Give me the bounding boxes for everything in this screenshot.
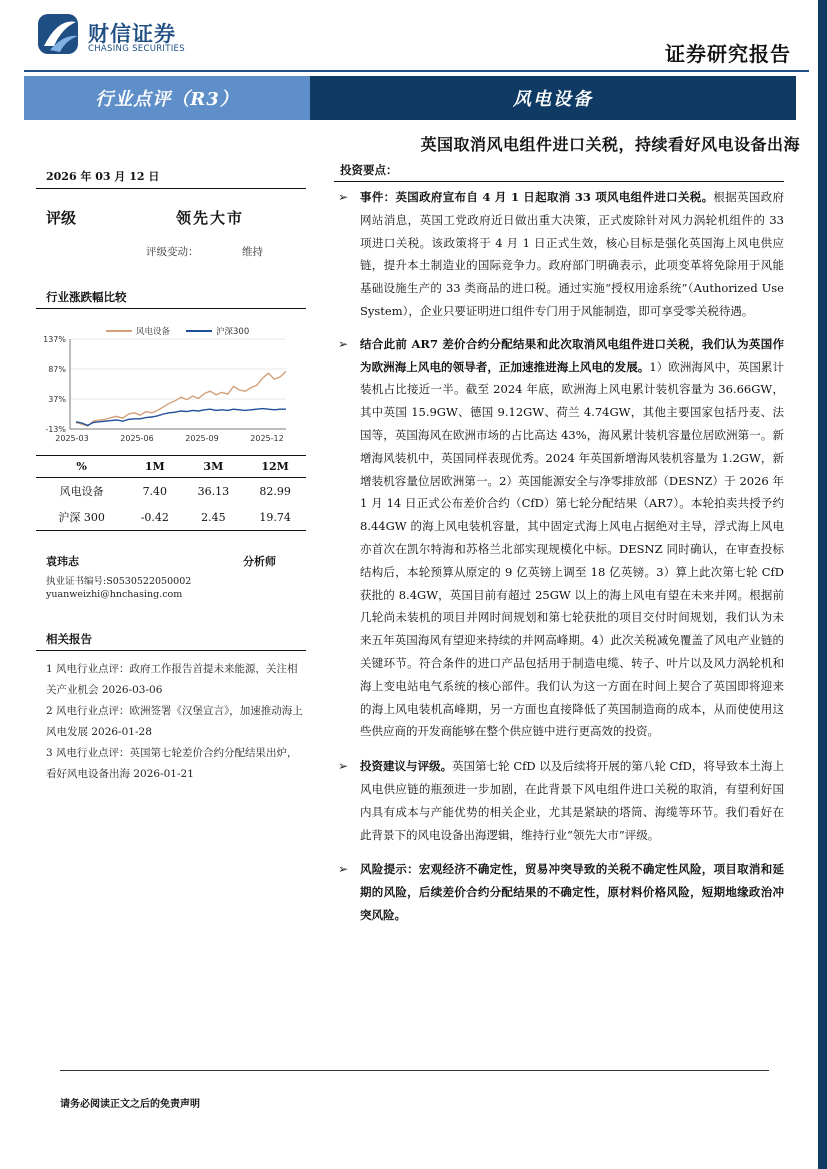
table-header-row [36, 456, 306, 478]
legend-label-wind: 风电设备 [136, 327, 171, 337]
y-tick-label: 37% [48, 395, 66, 404]
table-cell: 风电设备 [59, 485, 104, 498]
x-tick-label: 2025-12 [250, 434, 284, 443]
rating-label: 评级 [46, 209, 77, 227]
report-category: 行业点评（R3） [24, 76, 310, 120]
arrow-bullet-icon: ➢ [338, 862, 349, 877]
performance-chart [36, 317, 296, 447]
table-cell: -0.42 [127, 504, 182, 531]
table-cell: 19.74 [244, 504, 306, 531]
x-tick-label: 2025-06 [120, 434, 154, 443]
investment-points [334, 162, 784, 927]
company-name-cn: 财信证券 [88, 22, 176, 46]
analyst-name: 袁玮志 [46, 555, 79, 568]
point-recommendation [334, 755, 784, 846]
rating-value: 领先大市 [176, 209, 245, 227]
company-name-en: CHASING SECURITIES [88, 44, 185, 54]
related-report-item[interactable]: 1 风电行业点评：政府工作报告首提未来能源，关注相关产业机会 2026-03-06 [46, 663, 298, 696]
legend-item-hs300 [186, 325, 249, 337]
x-tick-label: 2025-09 [185, 434, 219, 443]
rating-row [36, 207, 306, 228]
analyst-info [36, 575, 306, 601]
table-header: % [36, 456, 127, 478]
point-analysis [334, 333, 784, 743]
analyst-row [36, 553, 306, 569]
point-event-bold: 事件：英国政府宣布自 4 月 1 日起取消 33 项风电组件进口关税。 [360, 190, 714, 204]
performance-table [36, 455, 306, 531]
related-report-item[interactable]: 2 风电行业点评：欧洲签署《汉堡宣言》，加速推动海上风电发展 2026-01-28 [46, 705, 303, 738]
performance-heading: 行业涨跌幅比较 [36, 289, 306, 309]
series-line-hs300 [76, 409, 286, 426]
arrow-bullet-icon: ➢ [338, 190, 349, 204]
analyst-cert: 执业证书编号:S0530522050002 [46, 576, 192, 587]
point-recommendation-text: 英国第七轮 CfD 以及后续将开展的第八轮 CfD，将导致本土海上风电供应链的瓶颈进一步加剧，在此背景下风电组件进口关税的取消，有望利好国内具有成本与产能优势的相关企业，尤其是紧缺的塔筒、海缆等环节。我们看好在此背景下的风电设备出海逻辑，维持行业“领先大市”评级。 [360, 759, 785, 842]
table-cell: 2.45 [182, 504, 244, 531]
legend-swatch-hs300 [186, 330, 212, 332]
edge-bar [818, 0, 827, 1169]
header-divider [24, 70, 809, 72]
point-event [334, 186, 784, 323]
points-heading: 投资要点： [334, 162, 784, 182]
point-analysis-bold: 结合此前 AR7 差价合约分配结果和此次取消风电组件进口关税，我们认为英国作为欧洲海上风电的领导者，正加速推进海上风电的发展。 [360, 336, 784, 374]
related-reports-list [36, 659, 306, 785]
related-report-item[interactable]: 3 风电行业点评：英国第七轮差价合约分配结果出炉，看好风电设备出海 2026-01-21 [46, 747, 298, 780]
rating-change-row [36, 244, 306, 259]
table-header: 12M [244, 456, 306, 478]
table-header: 3M [182, 456, 244, 478]
legend-swatch-wind [106, 330, 132, 332]
report-type: 证券研究报告 [665, 42, 791, 66]
report-date: 2026 年 03 月 12 日 [36, 160, 306, 189]
category-banner [24, 76, 796, 120]
table-row [36, 478, 306, 505]
table-cell: 沪深 300 [36, 504, 127, 531]
y-tick-label: -13% [45, 425, 66, 434]
footer-disclaimer[interactable]: 请务必阅读正文之后的免责声明 [60, 1099, 200, 1110]
chart-legend [106, 325, 249, 337]
footer-divider [60, 1070, 769, 1071]
point-recommendation-bold: 投资建议与评级。 [360, 759, 453, 774]
logo-mark-icon [36, 12, 84, 60]
arrow-bullet-icon: ➢ [338, 759, 349, 774]
arrow-bullet-icon: ➢ [338, 336, 349, 351]
table-header: 1M [127, 456, 182, 478]
company-logo [36, 12, 226, 60]
report-title: 英国取消风电组件进口关税，持续看好风电设备出海 [420, 135, 800, 154]
point-analysis-text: 1）欧洲海风中，英国累计装机占比接近一半。截至 2024 年底，欧洲海上风电累计装机容量为 36.66GW，其中英国 15.9GW、德国 9.12GW、荷兰 4.74GW，其他主要国家包括丹麦、法国等，英国海风在欧洲市场的占比高达 43%，海风累计装机容量位居欧洲第一。新增海风装机中，英国同样表现优秀。2024 年英国新增海风装机容量为 1.2GW，新增装机容量位居欧洲第一。2）英国能源安全与净零排放部（DESNZ）于 2026 年 1 月 14 日正式公布差价合约（CfD）第七轮分配结果（AR7）。本轮拍卖共授予约 8.44GW 的海上风电装机容量，其中固定式海上风电占据绝对主导，浮式海上风电亦首次在凯尔特海和苏格兰北部实现规模化中标。DESNZ 同时确认，在审查投标结构后，本轮预算从原定的 9 亿英镑上调至 18 亿英镑。3）算上此次第七轮 CfD 获批的 8.4GW，英国目前有超过 25GW 以上的海上风电有望在未来并网。根据前几轮尚未装机的项目并网时间规划和第七轮获批的项目交付时间规划，我们认为未来五年英国海风有望迎来持续的并网高峰期。4）此次关税减免覆盖了风电产业链的关键环节。符合条件的进口产品包括用于制造电缆、转子、叶片以及风力涡轮机和海上变电站电气系统的核心部件。我们认为这一方面在时间上契合了英国即将迎来的海上风电装机高峰期，另一方面也直接降低了英国制造商的成本，从而使使用这些供应商的开发商能够在整个供应链中进行更高效的投资。 [360, 359, 784, 739]
y-tick-label: 137% [43, 335, 66, 344]
point-event-text: 根据英国政府网站消息，英国工党政府近日做出重大决策，正式废除针对风力涡轮机组件的 33 项进口关税。该政策将于 4 月 1 日正式生效，核心目标是强化英国海上风电供应链，提升本土制造业的国际竞争力。政府部门明确表示，此项变革将免除用于风能基础设施生产的 33 类商品的进口税。通过实施“授权用途系统”（Authorized Use System），企业只要证明进口组件专门用于风能制造，即可享受零关税待遇。 [360, 190, 784, 318]
x-tick-label: 2025-03 [55, 434, 89, 443]
table-row [36, 504, 306, 531]
related-reports-heading: 相关报告 [36, 631, 306, 651]
point-risk [334, 858, 784, 926]
legend-label-hs300: 沪深300 [216, 327, 250, 337]
analyst-email[interactable]: yuanweizhi@hnchasing.com [46, 589, 183, 600]
left-sidebar [36, 160, 306, 785]
table-cell: 82.99 [259, 484, 291, 498]
table-cell: 7.40 [142, 484, 168, 498]
analyst-role: 分析师 [243, 555, 276, 568]
industry-name: 风电设备 [310, 76, 796, 120]
rating-change-value: 维持 [242, 246, 263, 258]
table-cell: 36.13 [197, 484, 230, 498]
legend-item-wind [106, 325, 170, 337]
rating-change-label: 评级变动： [146, 246, 199, 258]
point-risk-bold: 风险提示：宏观经济不确定性，贸易冲突导致的关税不确定性风险，项目取消和延期的风险，后续差价合约分配结果的不确定性，原材料价格风险，短期地缘政治冲突风险。 [360, 862, 784, 922]
y-tick-label: 87% [48, 365, 66, 374]
